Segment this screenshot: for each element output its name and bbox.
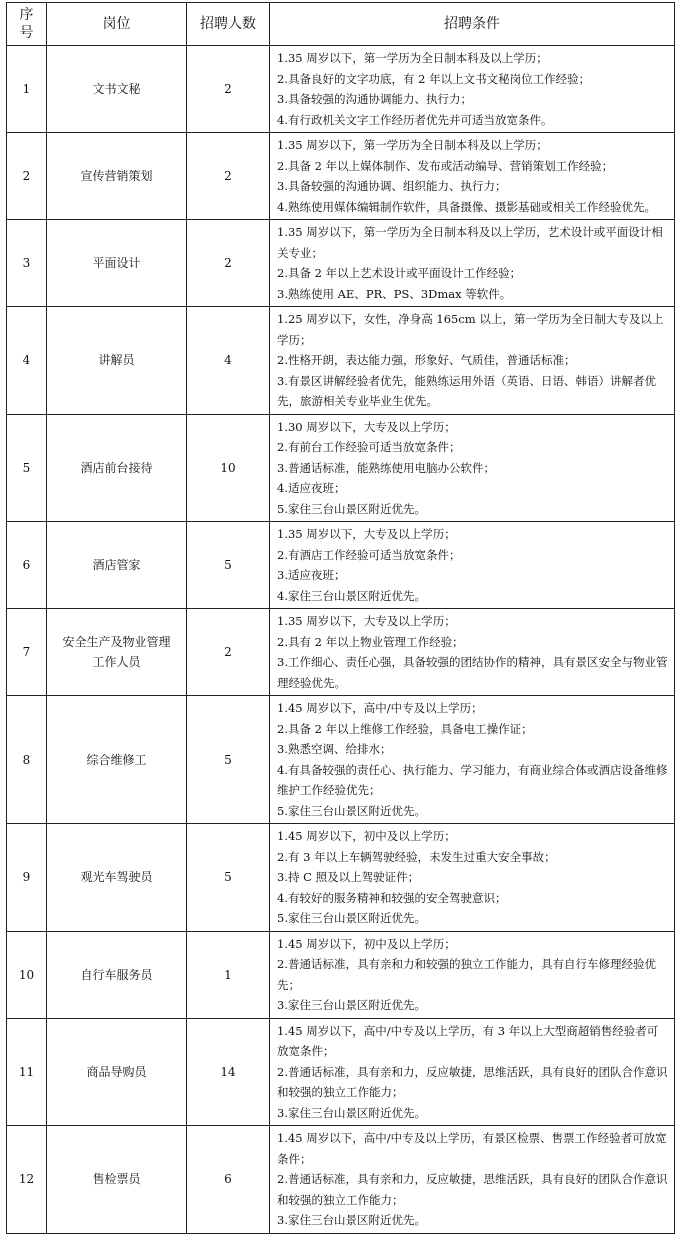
requirement-line: 1.25 周岁以下，女性，净身高 165cm 以上，第一学历为全日制大专及以上学历； (277, 312, 664, 347)
row-seq: 9 (7, 824, 47, 932)
requirement-line: 3.家住三台山景区附近优先。 (277, 1105, 426, 1120)
row-count: 2 (187, 133, 270, 220)
row-seq: 1 (7, 46, 47, 133)
table-row (7, 414, 675, 522)
row-requirements (270, 133, 675, 220)
row-requirements (270, 307, 675, 415)
requirement-line: 3.熟悉空调、给排水； (277, 742, 392, 756)
requirement-line: 1.45 周岁以下，初中及以上学历； (277, 936, 456, 951)
requirement-line: 1.45 周岁以下，初中及以上学历； (277, 829, 456, 843)
row-seq: 10 (7, 931, 47, 1018)
row-requirements (270, 220, 675, 307)
row-count: 2 (187, 220, 270, 307)
row-requirements (270, 522, 675, 609)
table-row (7, 1126, 675, 1234)
row-count: 10 (187, 414, 270, 522)
row-position: 自行车服务员 (47, 931, 187, 1018)
row-count: 2 (187, 46, 270, 133)
table-row (7, 46, 675, 133)
requirement-line: 5.家住三台山景区附近优先。 (277, 911, 426, 925)
requirement-line: 2.具有 2 年以上物业管理工作经验； (277, 634, 464, 649)
row-position: 售检票员 (47, 1126, 187, 1234)
row-count: 5 (187, 696, 270, 824)
row-seq: 4 (7, 307, 47, 415)
requirement-line: 3.熟练使用 AE、PR、PS、3Dmax 等软件。 (277, 286, 512, 301)
row-count: 1 (187, 931, 270, 1018)
requirement-line: 2.具备 2 年以上维修工作经验，具备电工操作证； (277, 721, 533, 736)
requirement-line: 3.普通话标准，能熟练使用电脑办公软件； (277, 460, 495, 475)
requirement-line: 2.性格开朗，表达能力强，形象好、气质佳，普通话标准； (277, 353, 576, 367)
row-position: 商品导购员 (47, 1018, 187, 1126)
requirement-line: 2.普通话标准，具有亲和力，反应敏捷，思维活跃，具有良好的团队合作意识和较强的独立工作能力； (277, 1064, 668, 1099)
row-count: 5 (187, 824, 270, 932)
requirement-line: 4.有行政机关文字工作经历者优先并可适当放宽条件。 (277, 112, 553, 127)
requirement-line: 2.具备 2 年以上媒体制作、发布或活动编导、营销策划工作经验； (277, 158, 614, 173)
row-position: 酒店管家 (47, 522, 187, 609)
requirement-line: 1.45 周岁以下，高中/中专及以上学历； (277, 701, 483, 715)
table-row (7, 220, 675, 307)
requirement-line: 4.家住三台山景区附近优先。 (277, 588, 426, 603)
requirement-line: 1.35 周岁以下，大专及以上学历； (277, 527, 456, 541)
header-seq (7, 3, 47, 46)
requirement-line: 5.家住三台山景区附近优先。 (277, 803, 426, 818)
table-row (7, 824, 675, 932)
row-count: 2 (187, 609, 270, 696)
requirement-line: 2.普通话标准，具有亲和力，反应敏捷，思维活跃，具有良好的团队合作意识和较强的独立工作能力； (277, 1172, 668, 1207)
row-position: 平面设计 (47, 220, 187, 307)
row-count: 6 (187, 1126, 270, 1234)
requirement-line: 3.适应夜班； (277, 568, 346, 582)
requirement-line: 1.45 周岁以下，高中/中专及以上学历，有 3 年以上大型商超销售经验者可放宽条件； (277, 1023, 659, 1058)
requirement-line: 3.有景区讲解经验者优先，能熟练运用外语（英语、日语、韩语）讲解者优先，旅游相关专业毕业生优先。 (277, 373, 656, 408)
requirement-line: 3.家住三台山景区附近优先。 (277, 998, 426, 1012)
requirement-line: 2.有酒店工作经验可适当放宽条件； (277, 547, 461, 562)
requirement-line: 1.30 周岁以下，大专及以上学历； (277, 419, 456, 434)
row-seq: 7 (7, 609, 47, 696)
requirement-line: 3.家住三台山景区附近优先。 (277, 1213, 426, 1227)
row-position: 观光车驾驶员 (47, 824, 187, 932)
row-seq: 3 (7, 220, 47, 307)
header-count: 招聘人数 (187, 3, 270, 46)
recruitment-table (6, 2, 675, 1234)
table-row (7, 609, 675, 696)
table-row (7, 1018, 675, 1126)
header-seq-label: 序号 (19, 7, 34, 41)
row-seq: 2 (7, 133, 47, 220)
requirement-line: 1.35 周岁以下，大专及以上学历； (277, 614, 456, 628)
requirement-line: 1.45 周岁以下，高中/中专及以上学历，有景区检票、售票工作经验者可放宽条件； (277, 1131, 667, 1166)
requirement-line: 4.适应夜班； (277, 481, 346, 495)
row-seq: 6 (7, 522, 47, 609)
requirement-line: 2.普通话标准，具有亲和力和较强的独立工作能力，具有自行车修理经验优先； (277, 957, 656, 992)
requirement-line: 5.家住三台山景区附近优先。 (277, 501, 426, 516)
row-requirements (270, 46, 675, 133)
row-requirements (270, 1018, 675, 1126)
row-position: 宣传营销策划 (47, 133, 187, 220)
row-position: 酒店前台接待 (47, 414, 187, 522)
row-requirements (270, 696, 675, 824)
row-requirements (270, 609, 675, 696)
table-header-row (7, 3, 675, 46)
requirement-line: 1.35 周岁以下，第一学历为全日制本科及以上学历； (277, 51, 548, 65)
table-row (7, 696, 675, 824)
row-seq: 8 (7, 696, 47, 824)
row-requirements (270, 1126, 675, 1234)
requirement-line: 2.有前台工作经验可适当放宽条件； (277, 440, 461, 454)
row-seq: 11 (7, 1018, 47, 1126)
row-requirements (270, 414, 675, 522)
requirement-line: 3.具备较强的沟通协调、组织能力、执行力； (277, 179, 507, 193)
requirement-line: 1.35 周岁以下，第一学历为全日制本科及以上学历，艺术设计或平面设计相关专业； (277, 225, 663, 260)
requirement-line: 3.工作细心、责任心强，具备较强的团结协作的精神，具有景区安全与物业管理经验优先。 (277, 655, 668, 690)
row-position: 综合维修工 (47, 696, 187, 824)
requirement-line: 3.具备较强的沟通协调能力、执行力； (277, 92, 472, 106)
requirement-line: 2.具备 2 年以上艺术设计或平面设计工作经验； (277, 266, 522, 280)
requirement-line: 1.35 周岁以下，第一学历为全日制本科及以上学历； (277, 138, 548, 152)
row-count: 14 (187, 1018, 270, 1126)
header-requirements: 招聘条件 (270, 3, 675, 46)
requirement-line: 3.持 C 照及以上驾驶证件； (277, 870, 420, 884)
row-count: 5 (187, 522, 270, 609)
requirement-line: 2.具备良好的文字功底，有 2 年以上文书文秘岗位工作经验； (277, 71, 591, 86)
table-body (7, 46, 675, 1234)
table-row (7, 931, 675, 1018)
requirement-line: 4.有较好的服务精神和较强的安全驾驶意识； (277, 890, 507, 905)
requirement-line: 4.有具备较强的责任心、执行能力、学习能力，有商业综合体或酒店设备维修维护工作经验优先； (277, 762, 668, 797)
requirement-line: 4.熟练使用媒体编辑制作软件，具备摄像、摄影基础或相关工作经验优先。 (277, 199, 656, 214)
row-count: 4 (187, 307, 270, 415)
row-position: 讲解员 (47, 307, 187, 415)
row-seq: 12 (7, 1126, 47, 1234)
row-position: 文书文秘 (47, 46, 187, 133)
requirement-line: 2.有 3 年以上车辆驾驶经验，未发生过重大安全事故； (277, 849, 556, 864)
row-requirements (270, 931, 675, 1018)
row-seq: 5 (7, 414, 47, 522)
header-position: 岗位 (47, 3, 187, 46)
table-row (7, 307, 675, 415)
row-requirements (270, 824, 675, 932)
table-row (7, 522, 675, 609)
table-row (7, 133, 675, 220)
row-position: 安全生产及物业管理工作人员 (47, 609, 187, 696)
